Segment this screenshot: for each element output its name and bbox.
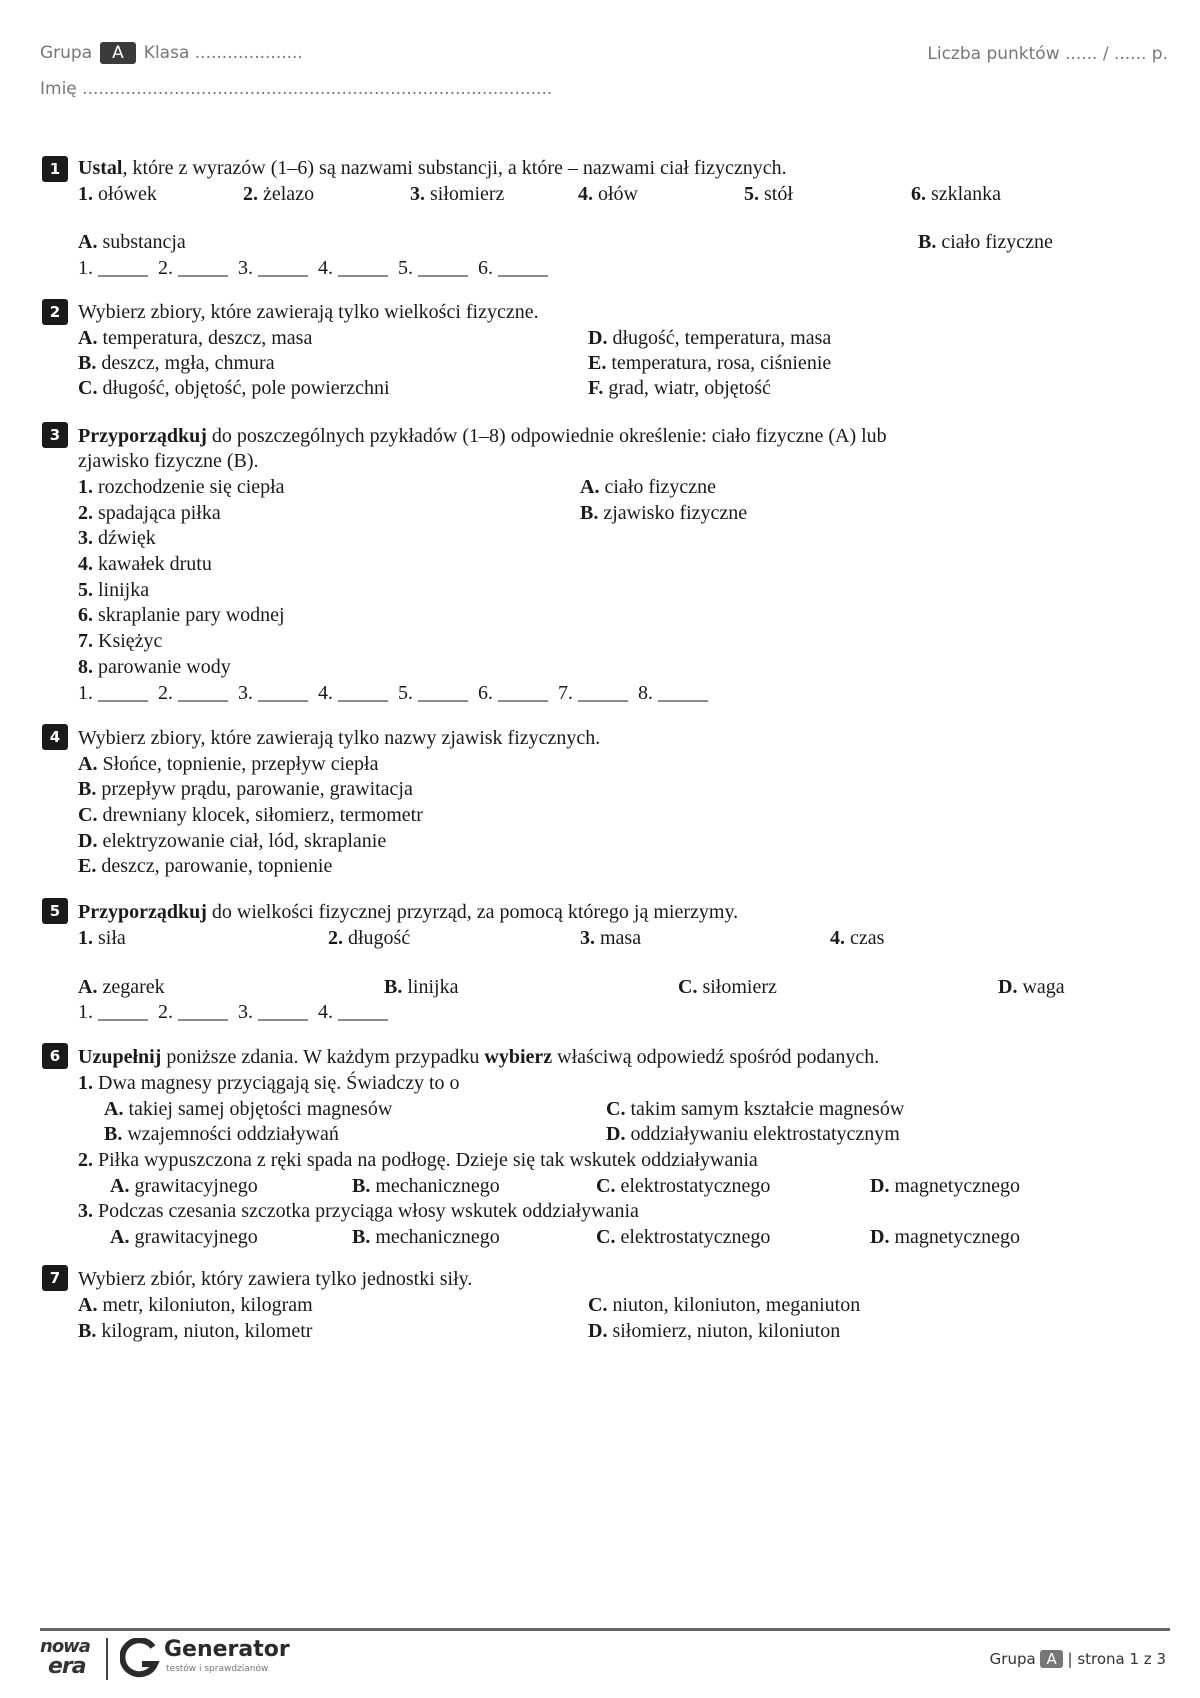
task-instruction: Przyporządkuj do poszczególnych pzykładów (1–8) odpowiednie określenie: ciało fizyczne (A) lub — [78, 425, 887, 447]
option[interactable]: A. metr, kiloniuton, kilogram — [78, 1294, 313, 1316]
option[interactable]: D. magnetycznego — [870, 1226, 1020, 1248]
list-item: 2. długość — [328, 927, 411, 949]
list-item: 7. Księżyc — [78, 630, 163, 652]
option: B. linijka — [384, 976, 459, 998]
option[interactable]: C. drewniany klocek, siłomierz, termometr — [78, 804, 423, 826]
list-item: 5. linijka — [78, 579, 150, 601]
points-label: Liczba punktów ...... / ...... p. — [927, 44, 1168, 64]
option[interactable]: C. niuton, kiloniuton, meganiuton — [588, 1294, 861, 1316]
category-a: A. substancja — [78, 231, 186, 253]
option[interactable]: E. deszcz, parowanie, topnienie — [78, 855, 333, 877]
option[interactable]: F. grad, wiatr, objętość — [588, 377, 771, 399]
group-badge: A — [100, 42, 136, 64]
footer-divider — [40, 1628, 1170, 1631]
task-number: 6 — [42, 1043, 68, 1069]
option[interactable]: C. długość, objętość, pole powierzchni — [78, 377, 390, 399]
category-b: B. ciało fizyczne — [918, 231, 1053, 253]
group-label: Grupa — [40, 43, 93, 63]
option[interactable]: B. deszcz, mgła, chmura — [78, 352, 275, 374]
option[interactable]: B. mechanicznego — [352, 1175, 500, 1197]
list-item: 3. siłomierz — [410, 183, 505, 205]
name-label: Imię ....................................................................................... — [40, 79, 553, 99]
option[interactable]: C. elektrostatycznego — [596, 1175, 771, 1197]
task-instruction: Wybierz zbiory, które zawierają tylko nazwy zjawisk fizycznych. — [78, 727, 601, 749]
list-item: 1. rozchodzenie się ciepła — [78, 476, 285, 498]
footer-group-badge: A — [1040, 1650, 1062, 1668]
list-item: 4. ołów — [578, 183, 638, 205]
option[interactable]: C. elektrostatycznego — [596, 1226, 771, 1248]
task-instruction: Przyporządkuj do wielkości fizycznej przyrząd, za pomocą którego ją mierzymy. — [78, 901, 739, 923]
list-item: 8. parowanie wody — [78, 656, 231, 678]
task-number: 4 — [42, 724, 68, 750]
page-footer-info: Grupa A | strona 1 z 3 — [989, 1650, 1166, 1668]
list-item: 1. siła — [78, 927, 126, 949]
answer-blanks[interactable]: 1. _____ 2. _____ 3. _____ 4. _____ 5. _____ 6. _____ — [78, 257, 548, 279]
option[interactable]: C. takim samym kształcie magnesów — [606, 1098, 905, 1120]
task-number: 7 — [42, 1265, 68, 1291]
option: D. waga — [998, 976, 1065, 998]
option[interactable]: B. wzajemności oddziaływań — [104, 1123, 339, 1145]
option[interactable]: A. Słońce, topnienie, przepływ ciepła — [78, 753, 379, 775]
header-group-class — [40, 42, 303, 64]
class-label: Klasa .................... — [143, 43, 303, 63]
task-instruction-line2: zjawisko fizyczne (B). — [78, 450, 259, 472]
list-item: 3. dźwięk — [78, 527, 156, 549]
category-b: B. zjawisko fizyczne — [580, 502, 748, 524]
option: C. siłomierz — [678, 976, 777, 998]
option[interactable]: B. kilogram, niuton, kilometr — [78, 1320, 313, 1342]
list-item: 4. czas — [830, 927, 885, 949]
option[interactable]: A. temperatura, deszcz, masa — [78, 327, 313, 349]
option[interactable]: B. przepływ prądu, parowanie, grawitacja — [78, 778, 413, 800]
task-instruction: Uzupełnij poniższe zdania. W każdym przypadku wybierz właściwą odpowiedź spośród podanych. — [78, 1046, 880, 1068]
list-item: 1. ołówek — [78, 183, 157, 205]
option[interactable]: D. siłomierz, niuton, kiloniuton — [588, 1320, 841, 1342]
option[interactable]: D. magnetycznego — [870, 1175, 1020, 1197]
task-number: 2 — [42, 299, 68, 325]
list-item: 2. żelazo — [243, 183, 315, 205]
question: 1. Dwa magnesy przyciągają się. Świadczy to o — [78, 1072, 460, 1094]
task-instruction: Wybierz zbiór, który zawiera tylko jednostki siły. — [78, 1268, 473, 1290]
category-a: A. ciało fizyczne — [580, 476, 717, 498]
answer-blanks[interactable]: 1. _____ 2. _____ 3. _____ 4. _____ 5. _____ 6. _____ 7. _____ 8. _____ — [78, 682, 708, 704]
option[interactable]: A. takiej samej objętości magnesów — [104, 1098, 393, 1120]
answer-blanks[interactable]: 1. _____ 2. _____ 3. _____ 4. _____ — [78, 1001, 388, 1023]
option[interactable]: A. grawitacyjnego — [110, 1226, 258, 1248]
task-instruction: Ustal, które z wyrazów (1–6) są nazwami substancji, a które – nazwami ciał fizycznych. — [78, 157, 787, 179]
logo-separator — [106, 1638, 108, 1680]
list-item: 5. stół — [744, 183, 793, 205]
list-item: 3. masa — [580, 927, 642, 949]
task-number: 3 — [42, 422, 68, 448]
option[interactable]: D. oddziaływaniu elektrostatycznym — [606, 1123, 900, 1145]
list-item: 6. szklanka — [911, 183, 1001, 205]
option[interactable]: E. temperatura, rosa, ciśnienie — [588, 352, 832, 374]
nowa-era-logo: nowa era — [40, 1636, 90, 1679]
option[interactable]: D. długość, temperatura, masa — [588, 327, 832, 349]
option[interactable]: D. elektryzowanie ciał, lód, skraplanie — [78, 830, 387, 852]
task-number: 1 — [42, 156, 68, 182]
task-number: 5 — [42, 898, 68, 924]
option[interactable]: A. grawitacyjnego — [110, 1175, 258, 1197]
generator-g-icon — [120, 1638, 160, 1680]
option[interactable]: B. mechanicznego — [352, 1226, 500, 1248]
task-instruction: Wybierz zbiory, które zawierają tylko wielkości fizyczne. — [78, 301, 539, 323]
question: 2. Piłka wypuszczona z ręki spada na podłogę. Dzieje się tak wskutek oddziaływania — [78, 1149, 758, 1171]
list-item: 2. spadająca piłka — [78, 502, 221, 524]
generator-logo: Generator testów i sprawdzianów — [120, 1636, 280, 1682]
list-item: 4. kawałek drutu — [78, 553, 212, 575]
option: A. zegarek — [78, 976, 165, 998]
list-item: 6. skraplanie pary wodnej — [78, 604, 285, 626]
question: 3. Podczas czesania szczotka przyciąga włosy wskutek oddziaływania — [78, 1200, 639, 1222]
